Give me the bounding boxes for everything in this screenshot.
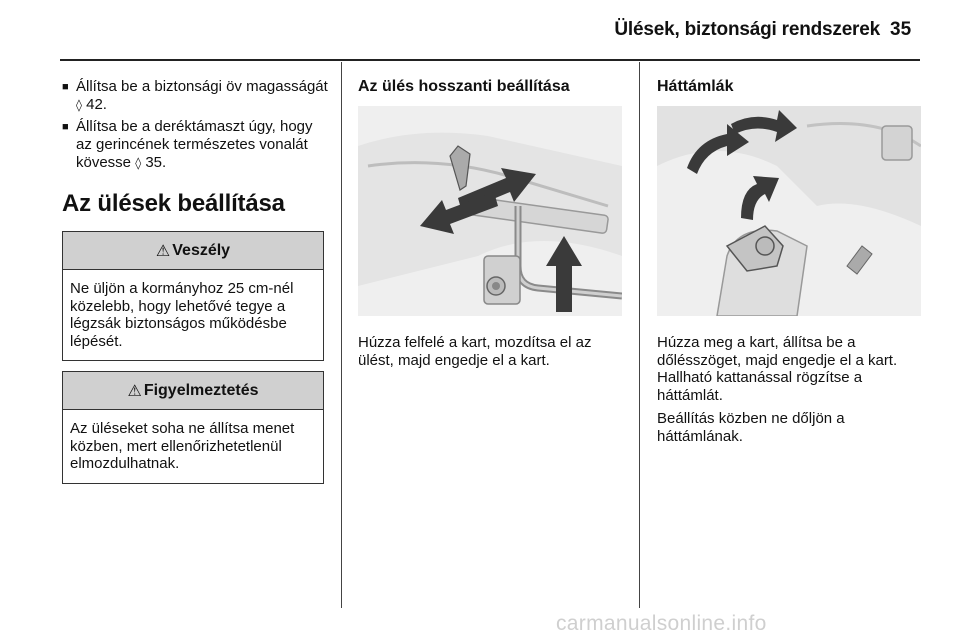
danger-box-text: Ne üljön a kormányhoz 25 cm-nél közelebb, hogy lehetővé tegye a légzsák biztonságos működésbe lépését. <box>70 280 294 350</box>
instruction-text: Beállítás közben ne dőljön a háttámlának. <box>657 410 845 445</box>
bullet-marker: ■ <box>62 121 69 133</box>
header-divider <box>60 59 920 61</box>
caution-box <box>62 371 324 484</box>
caution-box-title: Figyelmeztetés <box>143 381 259 399</box>
cross-reference-link[interactable]: 35. <box>145 154 167 171</box>
caution-box-text: Az üléseket soha ne állítsa menet közben, mert ellenőrizhetetlenül elmozdulhatnak. <box>70 420 295 472</box>
warning-triangle-icon: ⚠ <box>127 382 142 400</box>
column-divider-1 <box>341 62 342 608</box>
cross-reference-icon: ◊ <box>76 98 82 112</box>
subsection-heading: Az ülés hosszanti beállítása <box>358 78 570 95</box>
backrest-lever-illustration <box>657 106 921 316</box>
bullet-item <box>62 78 328 114</box>
instruction-text: Húzza felfelé a kart, mozdítsa el az ülést, majd engedje el a kart. <box>358 334 592 369</box>
watermark: carmanualsonline.info <box>556 612 767 635</box>
bullet-marker: ■ <box>62 81 69 93</box>
danger-box-header <box>63 232 323 270</box>
instruction-text: Húzza meg a kart, állítsa be a dőlésszöget, majd engedje el a kart. Hallható kattanással rögzítse a háttámlát. <box>657 334 898 404</box>
column-right <box>657 78 927 445</box>
bullet-text: Állítsa be a biztonsági öv magasságát <box>76 78 328 95</box>
column-left <box>62 78 328 494</box>
section-heading: Az ülések beállítása <box>62 190 285 217</box>
danger-box-title: Veszély <box>172 241 231 259</box>
warning-triangle-icon: ⚠ <box>155 242 171 260</box>
seat-lever-illustration <box>358 106 622 316</box>
bullet-text: Állítsa be a deréktámaszt úgy, hogy az gerincének természetes vonalát kövesse <box>76 118 313 171</box>
bullet-item <box>62 118 328 172</box>
page-number: 35 <box>890 19 912 40</box>
page-header-title: Ülések, biztonsági rendszerek <box>614 19 880 40</box>
cross-reference-icon: ◊ <box>135 156 142 170</box>
subsection-heading: Háttámlák <box>657 78 734 95</box>
column-middle <box>358 78 626 369</box>
caution-box-header <box>63 372 323 410</box>
cross-reference-link[interactable]: 42. <box>86 96 107 113</box>
danger-box <box>62 231 324 361</box>
column-divider-2 <box>639 62 640 608</box>
